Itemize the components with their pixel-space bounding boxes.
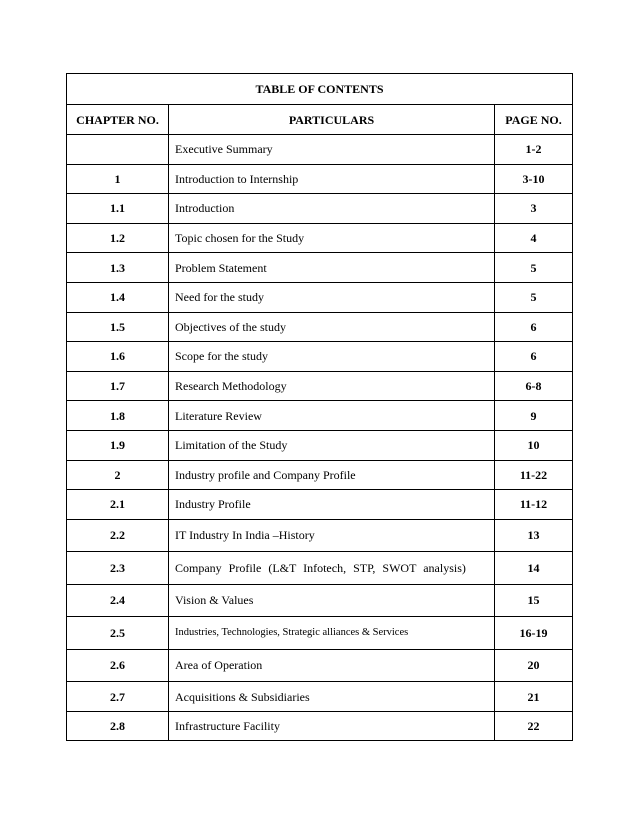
- table-row: [67, 682, 573, 712]
- chapter-cell: 2.3: [67, 552, 169, 585]
- table-row: [67, 552, 573, 585]
- table-row: [67, 519, 573, 552]
- page-cell: 5: [495, 282, 573, 312]
- chapter-cell: 1: [67, 164, 169, 194]
- table-row: [67, 490, 573, 520]
- chapter-header: CHAPTER NO.: [67, 105, 169, 135]
- particulars-cell: Problem Statement: [169, 253, 495, 283]
- table-row: [67, 253, 573, 283]
- page-cell: 9: [495, 401, 573, 431]
- page-cell: 5: [495, 253, 573, 283]
- particulars-cell: Industry Profile: [169, 490, 495, 520]
- page-cell: 3-10: [495, 164, 573, 194]
- table-row: [67, 401, 573, 431]
- particulars-cell: Scope for the study: [169, 342, 495, 372]
- page-cell: 4: [495, 223, 573, 253]
- particulars-cell: Industries, Technologies, Strategic alliances & Services: [169, 617, 495, 650]
- particulars-cell: Literature Review: [169, 401, 495, 431]
- page-cell: 16-19: [495, 617, 573, 650]
- chapter-cell: [67, 135, 169, 165]
- chapter-cell: 2.7: [67, 682, 169, 712]
- table-row: [67, 371, 573, 401]
- title-row: [67, 74, 573, 105]
- table-row: [67, 430, 573, 460]
- table-row: [67, 223, 573, 253]
- table-row: [67, 711, 573, 741]
- particulars-cell: Company Profile (L&T Infotech, STP, SWOT analysis): [169, 552, 495, 585]
- page-cell: 10: [495, 430, 573, 460]
- chapter-cell: 1.2: [67, 223, 169, 253]
- chapter-cell: 1.1: [67, 194, 169, 224]
- page-cell: 6: [495, 342, 573, 372]
- table-row: [67, 649, 573, 682]
- chapter-cell: 2.4: [67, 584, 169, 617]
- chapter-cell: 1.7: [67, 371, 169, 401]
- page-cell: 6-8: [495, 371, 573, 401]
- particulars-cell: Introduction to Internship: [169, 164, 495, 194]
- chapter-cell: 1.5: [67, 312, 169, 342]
- chapter-cell: 2: [67, 460, 169, 490]
- chapter-cell: 1.8: [67, 401, 169, 431]
- page-cell: 3: [495, 194, 573, 224]
- toc-title: TABLE OF CONTENTS: [67, 74, 573, 105]
- table-row: [67, 460, 573, 490]
- page-cell: 15: [495, 584, 573, 617]
- page-cell: 11-12: [495, 490, 573, 520]
- table-row: [67, 342, 573, 372]
- table-of-contents: [66, 73, 573, 741]
- page-cell: 13: [495, 519, 573, 552]
- table-row: [67, 282, 573, 312]
- table-row: [67, 164, 573, 194]
- table-row: [67, 617, 573, 650]
- chapter-cell: 2.1: [67, 490, 169, 520]
- chapter-cell: 1.6: [67, 342, 169, 372]
- particulars-cell: Introduction: [169, 194, 495, 224]
- page-cell: 21: [495, 682, 573, 712]
- particulars-cell: Vision & Values: [169, 584, 495, 617]
- page-cell: 11-22: [495, 460, 573, 490]
- page-cell: 1-2: [495, 135, 573, 165]
- particulars-cell: Need for the study: [169, 282, 495, 312]
- chapter-cell: 1.9: [67, 430, 169, 460]
- particulars-cell: IT Industry In India –History: [169, 519, 495, 552]
- particulars-cell: Industry profile and Company Profile: [169, 460, 495, 490]
- particulars-cell: Topic chosen for the Study: [169, 223, 495, 253]
- particulars-cell: Objectives of the study: [169, 312, 495, 342]
- chapter-cell: 2.5: [67, 617, 169, 650]
- particulars-header: PARTICULARS: [169, 105, 495, 135]
- header-row: [67, 105, 573, 135]
- page-cell: 20: [495, 649, 573, 682]
- particulars-cell: Acquisitions & Subsidiaries: [169, 682, 495, 712]
- table-row: [67, 312, 573, 342]
- chapter-cell: 1.4: [67, 282, 169, 312]
- chapter-cell: 1.3: [67, 253, 169, 283]
- particulars-cell: Limitation of the Study: [169, 430, 495, 460]
- chapter-cell: 2.8: [67, 711, 169, 741]
- page-cell: 6: [495, 312, 573, 342]
- table-row: [67, 584, 573, 617]
- page-cell: 22: [495, 711, 573, 741]
- particulars-cell: Research Methodology: [169, 371, 495, 401]
- table-row: [67, 194, 573, 224]
- page-cell: 14: [495, 552, 573, 585]
- particulars-cell: Area of Operation: [169, 649, 495, 682]
- page-header: PAGE NO.: [495, 105, 573, 135]
- table-row: [67, 135, 573, 165]
- particulars-cell: Infrastructure Facility: [169, 711, 495, 741]
- chapter-cell: 2.6: [67, 649, 169, 682]
- particulars-cell: Executive Summary: [169, 135, 495, 165]
- chapter-cell: 2.2: [67, 519, 169, 552]
